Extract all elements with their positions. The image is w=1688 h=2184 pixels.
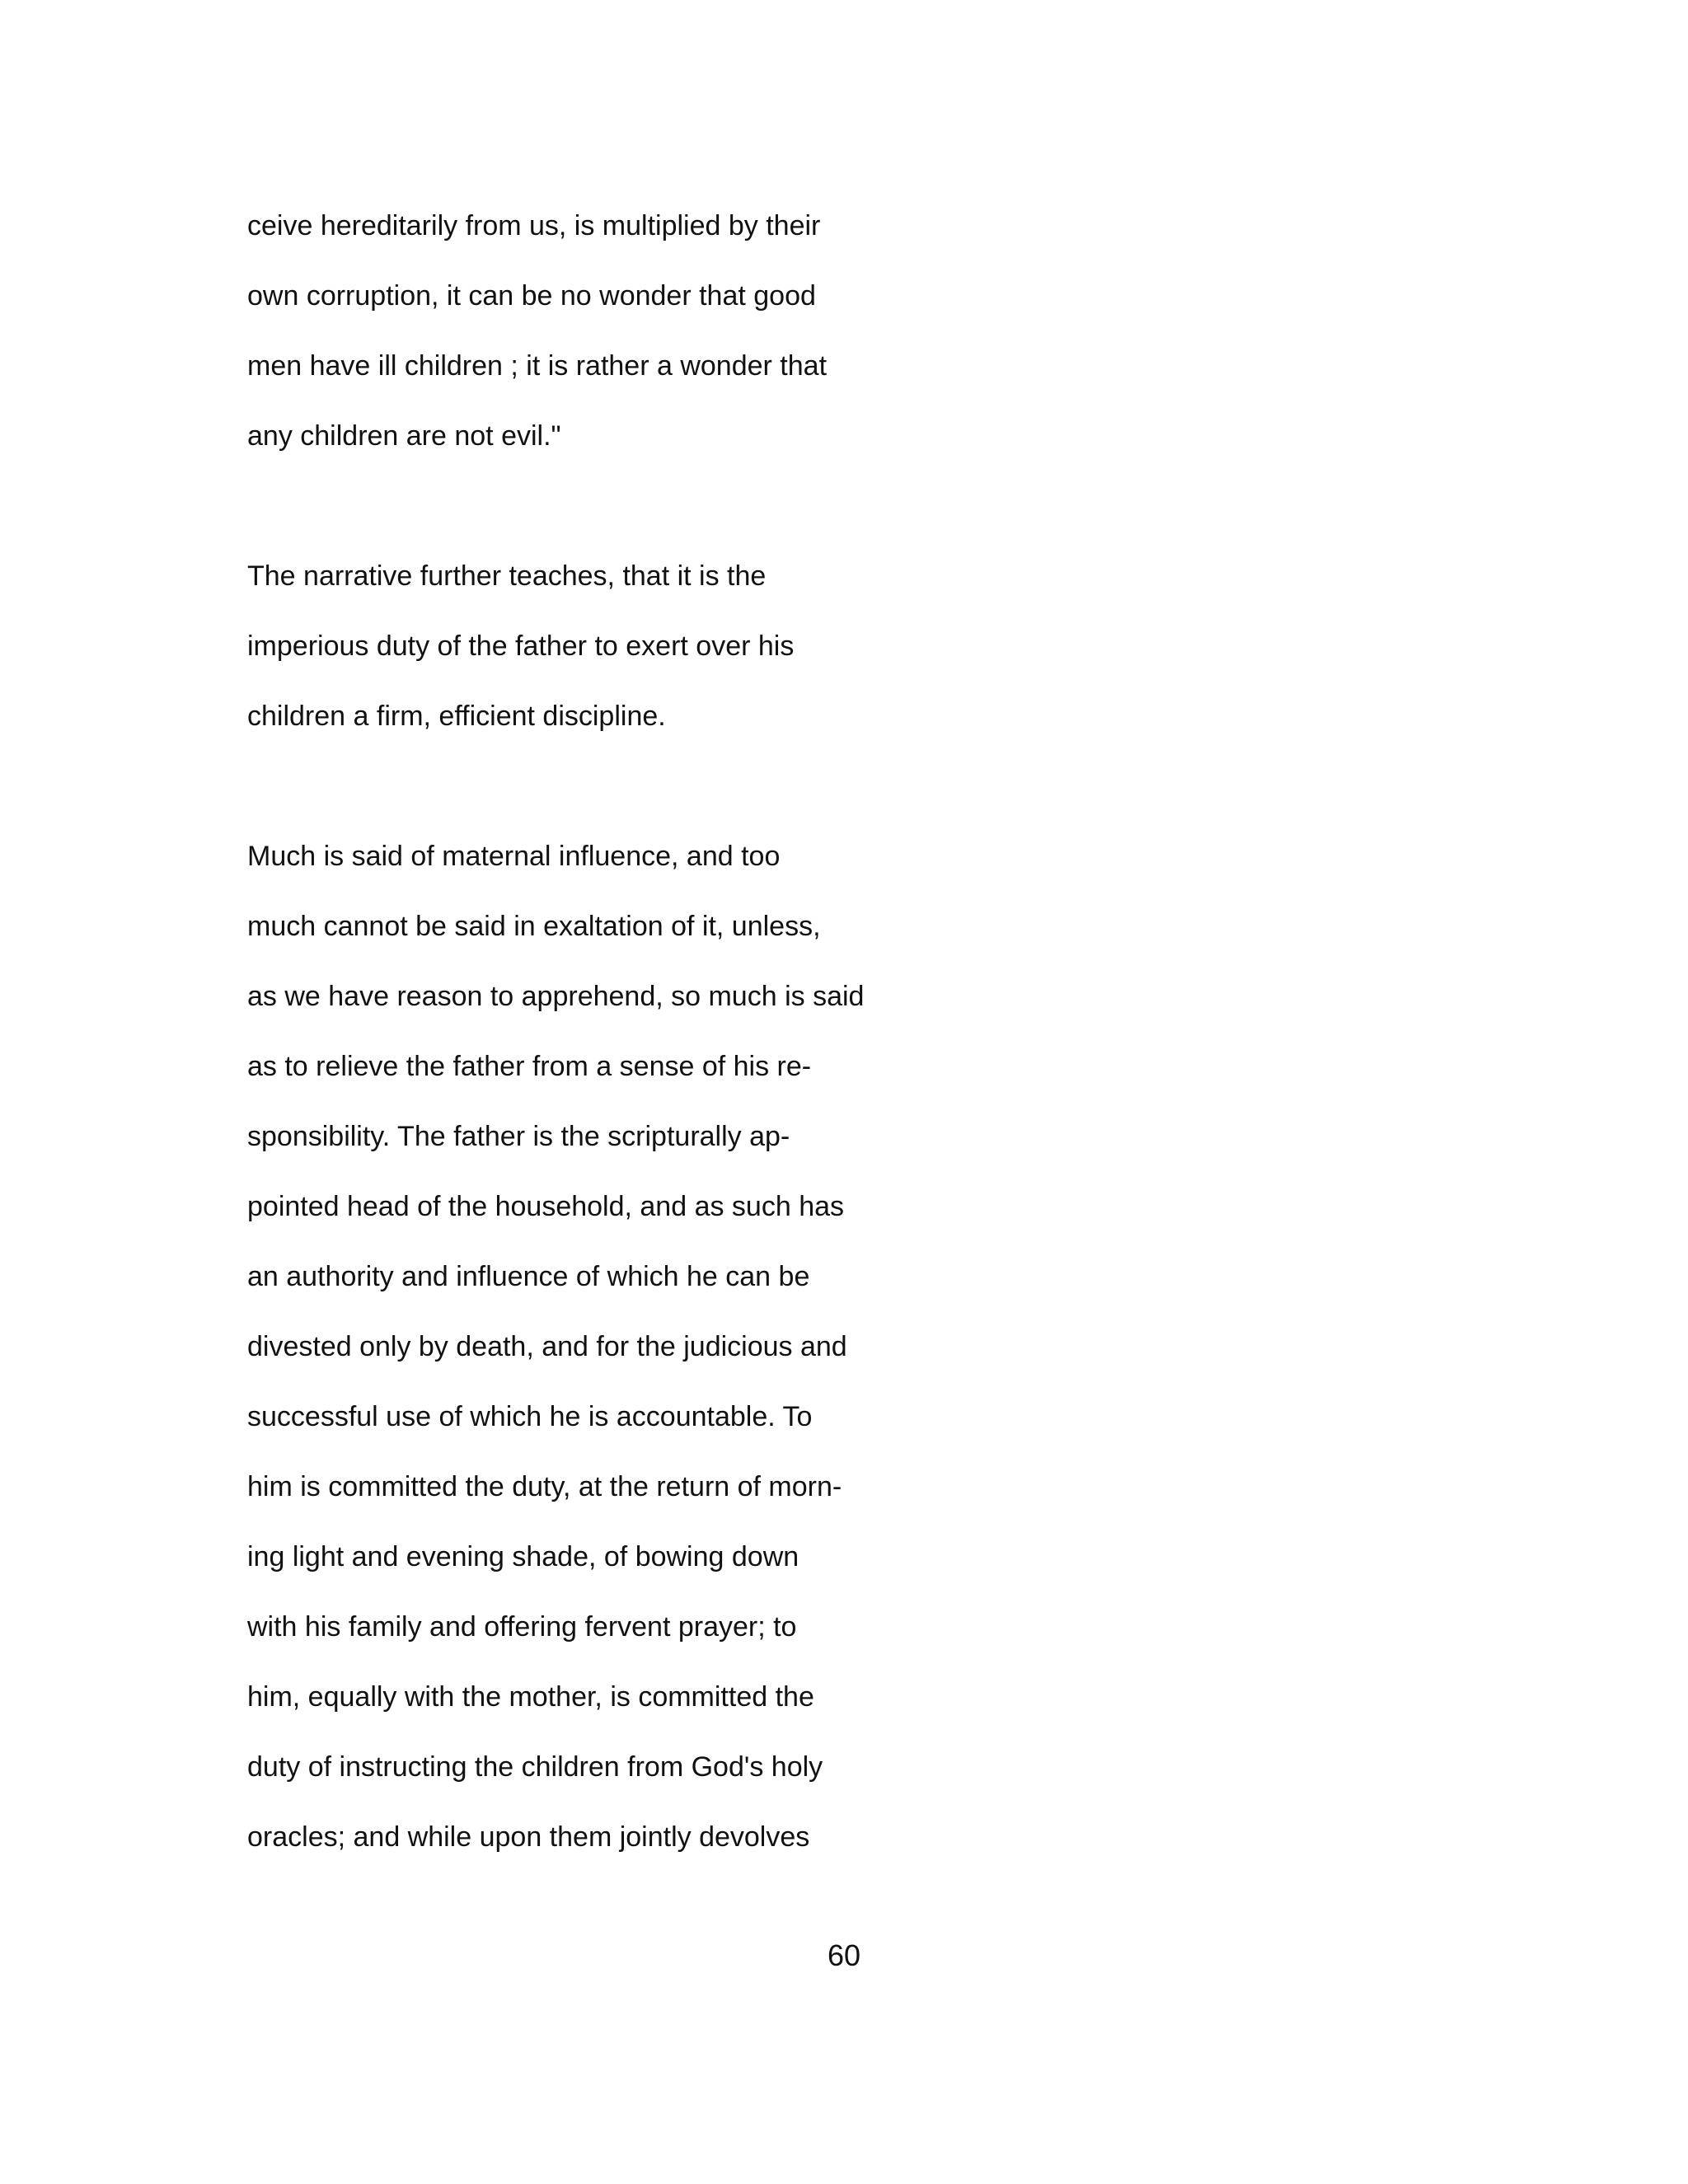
text-line: divested only by death, and for the judicious and bbox=[247, 1331, 847, 1362]
text-line: oracles; and while upon them jointly devolves bbox=[247, 1821, 810, 1853]
text-line: Much is said of maternal influence, and too bbox=[247, 841, 781, 872]
text-line: as to relieve the father from a sense of his re- bbox=[247, 1051, 812, 1082]
paragraph bbox=[247, 191, 1071, 471]
text-line: with his family and offering fervent prayer; to bbox=[247, 1611, 797, 1643]
text-line: any children are not evil." bbox=[247, 420, 561, 452]
text-line: successful use of which he is accountable. To bbox=[247, 1401, 813, 1432]
text-line: him, equally with the mother, is committed the bbox=[247, 1681, 814, 1713]
text-line: pointed head of the household, and as such has bbox=[247, 1191, 845, 1222]
text-line: ceive hereditarily from us, is multiplied by their bbox=[247, 210, 821, 241]
text-line: The narrative further teaches, that it is the bbox=[247, 560, 767, 592]
paragraph bbox=[247, 541, 1071, 752]
text-line: men have ill children ; it is rather a wonder that bbox=[247, 350, 828, 382]
text-line: imperious duty of the father to exert over his bbox=[247, 630, 795, 662]
text-line: sponsibility. The father is the scripturally ap- bbox=[247, 1121, 790, 1152]
page-number: 60 bbox=[827, 1938, 861, 1972]
paragraph bbox=[247, 822, 1071, 1872]
text-line: ing light and evening shade, of bowing down bbox=[247, 1541, 799, 1572]
text-line: own corruption, it can be no wonder that good bbox=[247, 280, 816, 312]
text-line: much cannot be said in exaltation of it, unless, bbox=[247, 911, 821, 942]
text-line: an authority and influence of which he can be bbox=[247, 1261, 810, 1292]
body-text bbox=[247, 191, 1071, 1943]
text-line: duty of instructing the children from God's holy bbox=[247, 1751, 823, 1783]
text-line: as we have reason to apprehend, so much is said bbox=[247, 981, 865, 1012]
text-line: him is committed the duty, at the return of morn- bbox=[247, 1471, 842, 1502]
text-line: children a firm, efficient discipline. bbox=[247, 701, 666, 732]
